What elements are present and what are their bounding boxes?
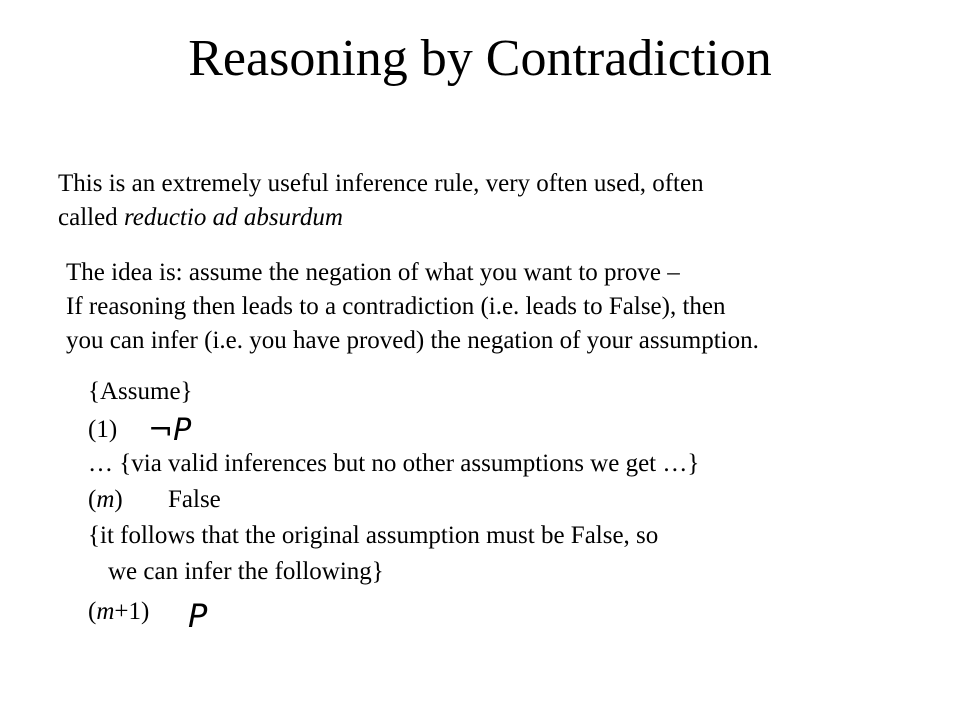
slide-title: Reasoning by Contradiction (188, 30, 772, 87)
step-1-label: (1) (88, 416, 118, 443)
conclusion-line-2: we can infer the following} (108, 558, 384, 585)
step-m-close-paren: ) (114, 486, 123, 513)
step-m-open-paren: ( (88, 486, 97, 513)
step-m1-variable: m (96, 598, 115, 625)
step-m1-suffix: +1) (114, 598, 150, 625)
step-m1-label (88, 594, 188, 630)
intro-line-2 (58, 201, 704, 235)
idea-line-1: The idea is: assume the negation of what you want to prove – (66, 259, 680, 286)
step-m1-line (88, 590, 699, 635)
step-m-value: False (168, 486, 221, 513)
ellipsis-line: … {via valid inferences but no other assumptions we get …} (88, 450, 700, 477)
negated-p-formula: ¬P (148, 413, 192, 448)
step-m-variable: m (96, 486, 115, 513)
step-m-line (88, 482, 699, 518)
reductio-ad-absurdum-term: reductio ad absurdum (123, 204, 343, 231)
intro-line-2-prefix: called (58, 204, 124, 231)
step-m1-open-paren: ( (88, 598, 97, 625)
step-1-line (88, 410, 699, 446)
step-m-label (88, 482, 168, 518)
conclusion-line-1: {it follows that the original assumption must be False, so (88, 522, 659, 549)
p-formula: P (188, 597, 208, 635)
intro-line-1: This is an extremely useful inference rule, very often used, often (58, 170, 704, 197)
idea-line-3: you can infer (i.e. you have proved) the negation of your assumption. (66, 327, 759, 354)
idea-paragraph (66, 256, 759, 358)
idea-line-2: If reasoning then leads to a contradiction (i.e. leads to False), then (66, 293, 726, 320)
intro-paragraph (58, 167, 704, 235)
proof-schema (88, 374, 700, 635)
assume-line: {Assume} (88, 378, 193, 405)
